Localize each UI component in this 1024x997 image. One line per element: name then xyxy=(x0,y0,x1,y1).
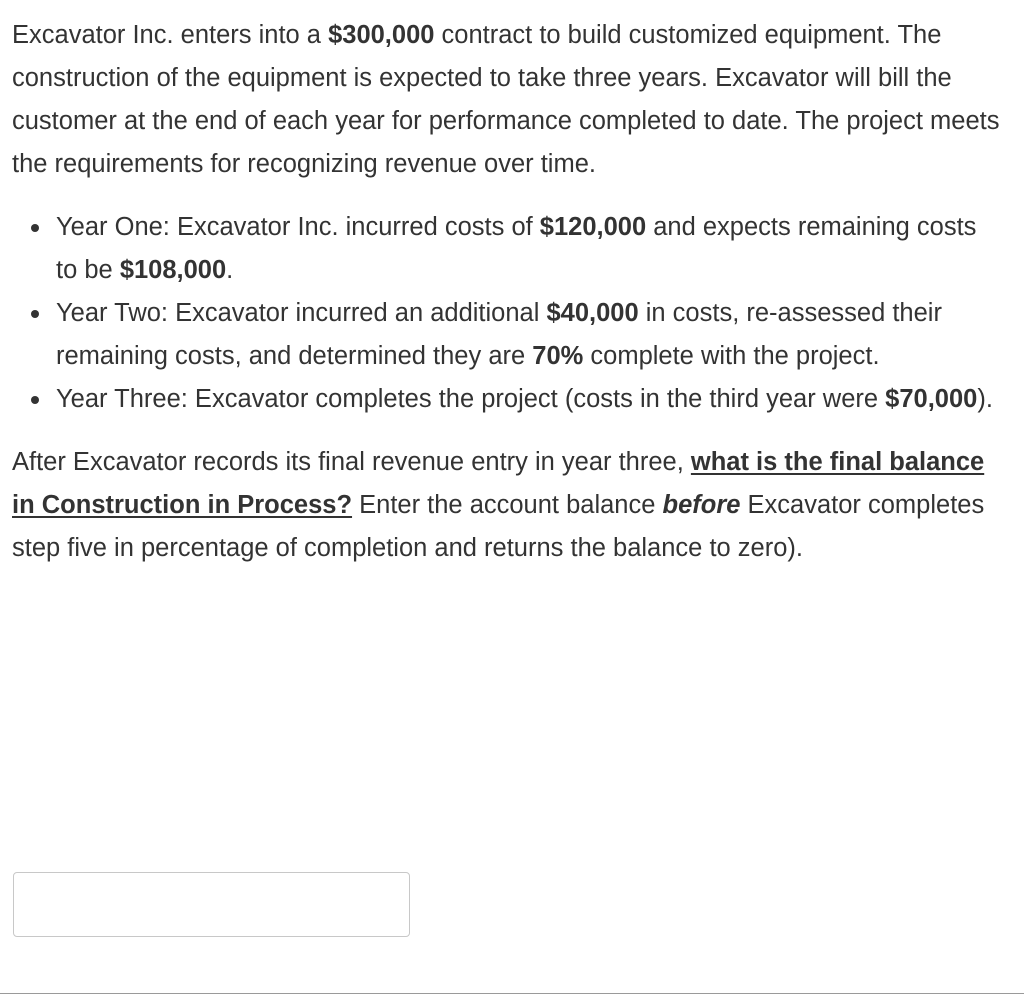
bottom-divider xyxy=(0,993,1024,994)
year-two-item: Year Two: Excavator incurred an additional $40,000 in costs, re-assessed their remaining costs, and determined they are 70% complete with the project. xyxy=(56,292,1002,378)
question-body xyxy=(12,14,1002,570)
year-three-costs: $70,000 xyxy=(885,385,978,413)
intro-text-continued: contract to build customized equipment. The construction of the equipment is expected to take three years. Excavator will bill the customer at the end of each year for performance completed to date. The project meets the requirements for recognizing revenue over time. xyxy=(12,21,1000,178)
question-prompt: After Excavator records its final revenue entry in year three, what is the final balance in Construction in Process? Enter the account balance before Excavator completes step five in percentage of completion and returns the balance to zero). xyxy=(12,448,985,562)
answer-input[interactable] xyxy=(13,872,410,937)
year-one-remaining-costs: $108,000 xyxy=(119,256,227,284)
intro-text: Excavator Inc. enters into a xyxy=(12,21,329,49)
year-one-costs: $120,000 xyxy=(539,213,647,241)
year-two-costs: $40,000 xyxy=(546,299,639,327)
year-one-item: Year One: Excavator Inc. incurred costs of $120,000 and expects remaining costs to be $108,000. xyxy=(56,206,1002,292)
year-two-percent-complete: 70% xyxy=(532,342,584,370)
contract-amount: $300,000 xyxy=(328,21,435,49)
year-list xyxy=(12,206,1002,421)
intro-paragraph xyxy=(12,14,1002,186)
year-three-item: Year Three: Excavator completes the project (costs in the third year were $70,000). xyxy=(56,378,1002,421)
before-emphasis: before xyxy=(662,491,741,519)
question-highlight: what is the final balance in Construction in Process? xyxy=(12,448,985,519)
